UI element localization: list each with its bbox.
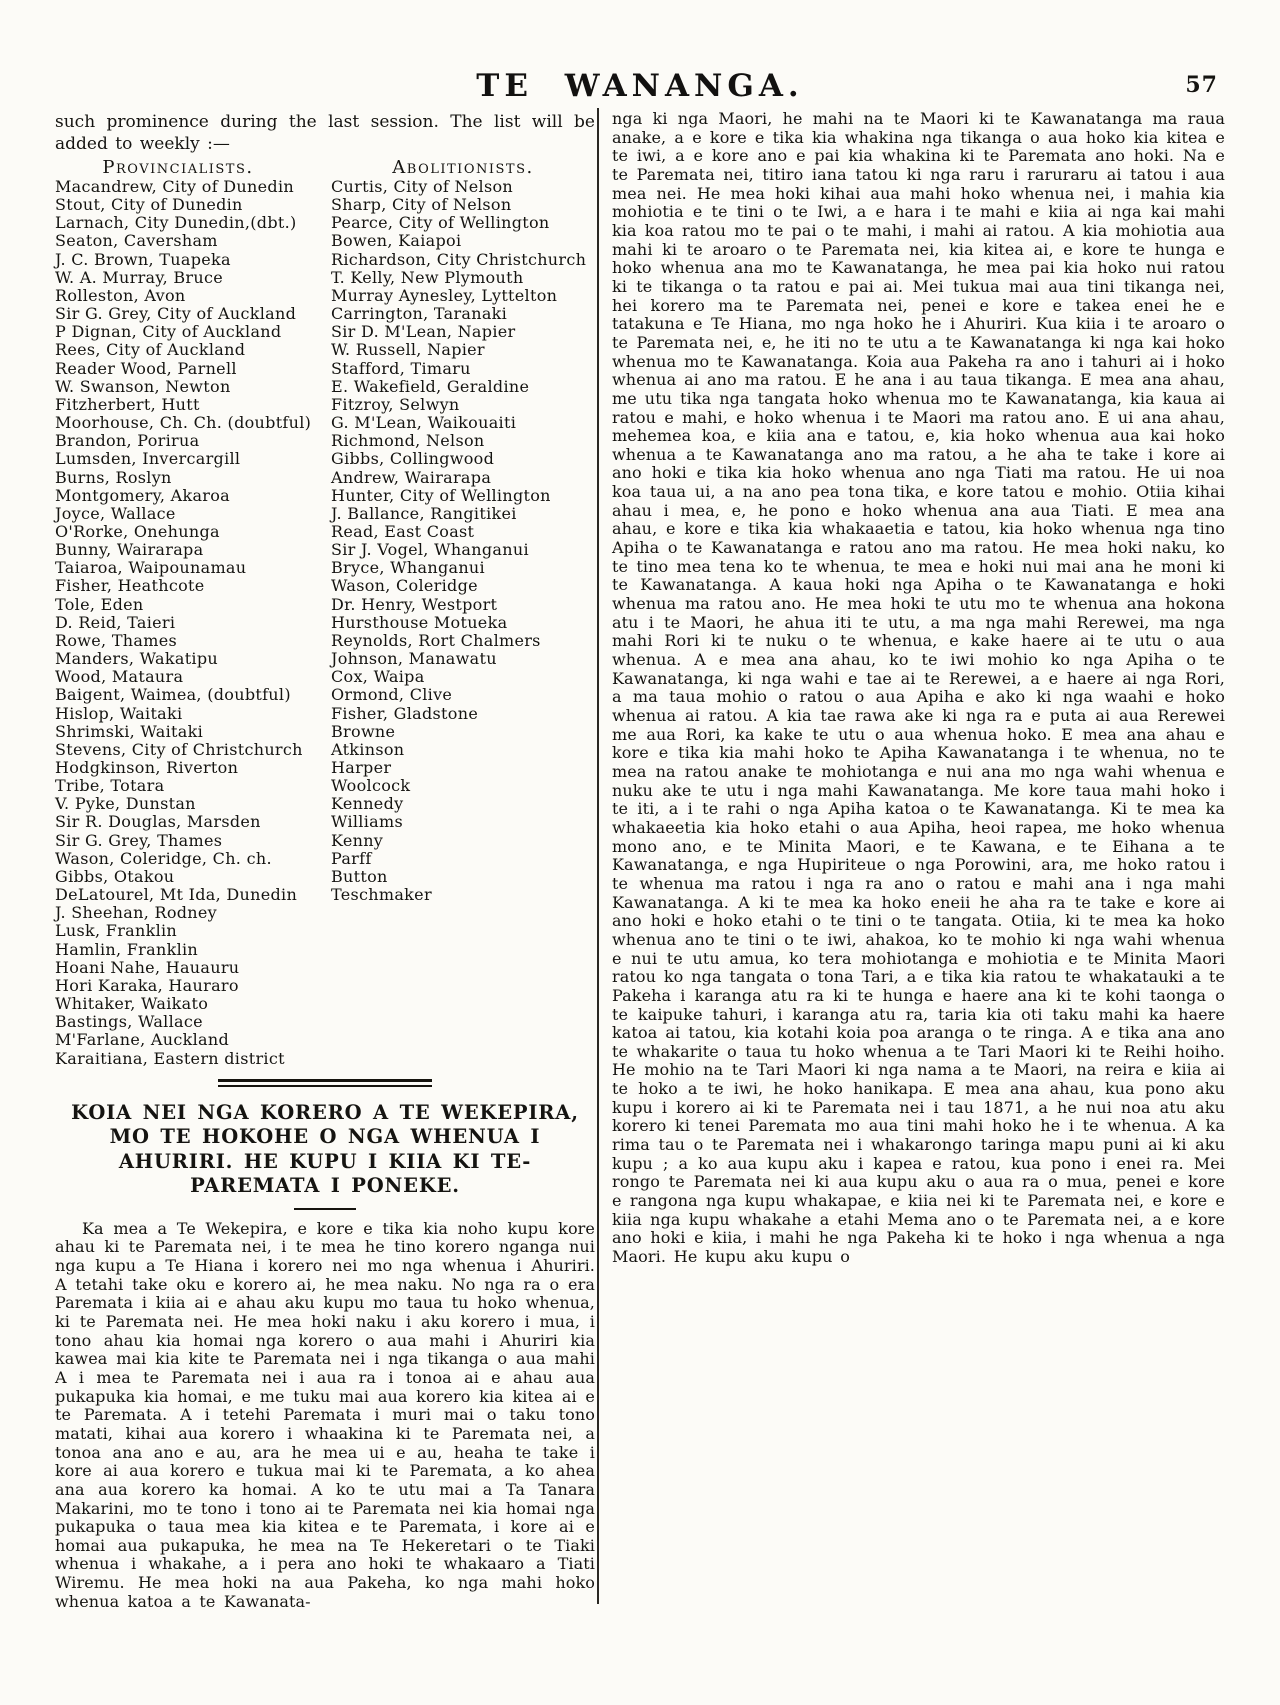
- list-item: Macandrew, City of Dunedin: [55, 177, 294, 196]
- page-number: 57: [1185, 72, 1218, 98]
- list-item: Rowe, Thames: [55, 630, 177, 650]
- list-item: Hunter, City of Wellington: [331, 485, 551, 505]
- article-body-left: Ka mea a Te Wekepira, e kore e tika kia noho kupu kore ahau ki te Paremata nei, i te mea he tino korero nganga nui nga kupu a Te Hiana i korero nei mo nga whenua i Ahuriri. A tetahi take oku e korero ai, he mea naku. No nga ra o era Paremata i kiia ai e ahau aku kupu mo taua tu hoko whenua, ki te Paremata nei. He mea hoki naku i aku korero i mua, i tono ahau kia homai nga korero o aua mahi i Ahuriri kia kawea mai kia kite te Paremata nei i nga tikanga o aua mahi A i mea te Paremata nei i aua ra i tonoa ai e ahau aua pukapuka kia homai, e me tuku mai aua korero kia kitea ai e te Paremata. A i tetehi Paremata i muri mai o taku tono matati, kihai aua korero i whaakina ki te Paremata nei, a tonoa ana ano e au, ara he mea ui e au, heaha te take i kore ai aua korero e tukua mai ki te Paremata, a ko ahea ana aua korero ka homai. A ko te utu mai a Ta Tanara Makarini, mo te tono i tono ai te Paremata nei kia homai nga pukapuka o taua mea kia kitea e te Paremata, i kore ai e homai aua pukapuka, he mea na Te Hekeretari o te Tiaki whenua i whakahe, a i pera ano hoki te whakaaro a Tiati Wiremu. He mea hoki na aua Pakeha, ko nga mahi hoko whenua katoa a te Kawanata-: [55, 1218, 595, 1611]
- heading-underline-rule: [294, 1208, 356, 1210]
- list-item: Bunny, Wairarapa: [55, 540, 204, 560]
- list-item: Bastings, Wallace: [55, 1012, 203, 1032]
- list-item: Dr. Henry, Westport: [331, 594, 498, 614]
- list-item: Taiaroa, Waipounamau: [55, 558, 247, 578]
- list-item: Carrington, Taranaki: [331, 304, 508, 324]
- list-item: O'Rorke, Onehunga: [55, 521, 220, 541]
- list-item: Whitaker, Waikato: [55, 994, 209, 1014]
- list-item: Wason, Coleridge: [331, 576, 478, 596]
- list-item: W. A. Murray, Bruce: [55, 267, 223, 287]
- list-item: Richmond, Nelson: [331, 431, 485, 451]
- list-item: Manders, Wakatipu: [55, 649, 218, 669]
- list-item: J. C. Brown, Tuapeka: [55, 249, 231, 269]
- list-item: Hamlin, Franklin: [55, 939, 199, 959]
- list-item: Gibbs, Collingwood: [331, 449, 495, 469]
- list-item: Tole, Eden: [55, 594, 144, 614]
- list-item: Joyce, Wallace: [55, 503, 176, 523]
- list-item: E. Wakefield, Geraldine: [331, 376, 530, 396]
- list-item: Brandon, Porirua: [55, 431, 200, 451]
- list-item: Williams: [331, 812, 403, 832]
- page-title: TE WANANGA.: [476, 68, 804, 104]
- list-item: Burns, Roslyn: [55, 467, 172, 487]
- list-item: Baigent, Waimea, (doubtful): [55, 685, 291, 705]
- list-item: Wason, Coleridge, Ch. ch.: [55, 848, 272, 868]
- list-item: Hursthouse Motueka: [331, 612, 508, 632]
- list-item: Hodgkinson, Riverton: [55, 758, 239, 777]
- list-item: Hori Karaka, Hauraro: [55, 975, 239, 995]
- list-item: W. Swanson, Newton: [55, 376, 231, 396]
- abolitionists-header: Abolitionists.: [392, 157, 534, 178]
- list-item: Hoani Nahe, Hauauru: [55, 957, 240, 977]
- list-item: Lusk, Franklin: [55, 921, 178, 941]
- provincialists-list: [55, 178, 331, 1068]
- list-item: Curtis, City of Nelson: [331, 177, 514, 196]
- list-item: Johnson, Manawatu: [331, 649, 497, 669]
- list-item: Sir G. Grey, Thames: [55, 830, 223, 850]
- list-item: Browne: [331, 721, 396, 741]
- list-item: T. Kelly, New Plymouth: [331, 267, 524, 287]
- list-item: Woolcock: [331, 776, 411, 796]
- list-item: G. M'Lean, Waikouaiti: [331, 413, 517, 433]
- list-item: D. Reid, Taieri: [55, 612, 176, 632]
- list-item: Bowen, Kaiapoi: [331, 231, 462, 251]
- list-item: Rees, City of Auckland: [55, 340, 246, 360]
- list-item: Cox, Waipa: [331, 667, 425, 687]
- list-item: Andrew, Wairarapa: [331, 467, 492, 487]
- list-item: Button: [331, 866, 388, 886]
- list-item: Fisher, Gladstone: [331, 703, 479, 723]
- list-item: Moorhouse, Ch. Ch. (doubtful): [55, 413, 312, 433]
- list-item: W. Russell, Napier: [331, 340, 485, 360]
- list-item: J. Sheehan, Rodney: [55, 903, 218, 923]
- article-body-right: nga ki nga Maori, he mahi na te Maori ki te Kawanatanga ma raua anake, a e kore e tika kia whakina nga tikanga o aua hoko kia kitea e te iwi, a e kore ano e pai kia whakina ki te Paremata ano hoki. Na e te Paremata nei, titiro iana tatou ki nga raru i raruraru ai tatou i aua mea nei. He mea hoki kihai aua mahi hoko whenua nei, i mahia kia mohiotia e te tini o te Iwi, a e hara i te mahi e kiia ai nga kai mahi kia koa ratou mo te pai o te mahi, i mahi ai ratou. A kia mohiotia aua mahi ki te aroaro o te Paremata nei, kia kitea ai, e kore te hunga e hoko whenua ana mo te Kawanatanga, he mea pai kia hoko nui ratou ki te tikanga o ta ratou e pai ai. Mei tukua mai aua tini tikanga nei, hei korero ma te Paremata nei, penei e kore e takea enei he e tatakuna e Te Hiana, mo nga hoko he i Ahuriri. Kua kiia i te aroaro o te Paremata nei, e, he iti no te utu a te Kawanatanga ki nga kai hoko whenua mo te Kawanatanga. Koia aua Pakeha ra ano i tahuri ai i hoko whenua ai ano ma ratou. E he ana i au taua tikanga. E mea ana ahau, me utu tika nga tangata hoko whenua mo te Kawanatanga, kia kaua ai ratou e mahi, e hoko whenua i te Maori ma ratou ano. E ui ana ahau, mehemea koa, e kiia ana e tatou, e, kia hoko whenua aua kai hoko whenua a te Kawanatanga ano ma ratou, a he aha te take i kore ai ano hoki e tika kia hoko whenua ano nga Tiati ma ratou. He ui noa koa taua ui, a na ano pea tona tika, e kore tatou e mohio. Otiia kihai ahau i mea, e, he pono e hoko whenua ana aua Tiati. E mea ana ahau, e kore e tika kia whakaaetia e tatou, kia hoko whenua nga tino Apiha o te Kawanatanga e ratou ano ma ratou. He mea hoki naku, ko te tino mea tena ko te whenua, te mea e hoki nui mai ana he moni ki te Kawanatanga. A kaua hoki nga Apiha o te Kawanatanga e hoki whenua ma ratou ano. He mea hoki te utu mo te whenua ana hokona atu i te Maori, he ahua iti te utu, a ma nga mahi Rerewei, ma nga mahi Rori ki te nuku o te whenua, e kake haere ai te utu o aua whenua. A e mea ana ahau, ko te iwi mohio ko nga Apiha o te Kawanatanga, ki nga wahi e tae ai te Rerewei, a e haere ai nga Rori, a ma taua mohio o ratou o aua Apiha e ako ki nga waahi e hoko whenua ai ratou. A kia tae rawa ake ki nga ra e puta ai aua Rerewei me aua Rori, ka kake te utu o aua whenua hoko. E mea ana ahau e kore e tika kia mahi hoko te Apiha Kawanatanga i te whenua, no te mea na ratou anake te mohiotanga e nui ana mo nga wahi whenua e nuku ake te utu i nga mahi Kawanatanga. Me kore taua mahi hoko i te iti, a i te rahi o nga Apiha katoa o te Kawanatanga. Ki te mea ka whakaeetia kia hoko etahi o aua Apiha, heoi rapea, me hoko whenua mono ano, e te Minita Maori, e te Kawana, e te Eihana a te Kawanatanga, e nga Hupiriteue o nga Porowini, ara, me hoko ratou i te whenua ma ratou i nga ra ano o ratou e mahi ana i nga mahi Kawanatanga. A ki te mea ka hoko eneii he aha ra te take e kore ai ano hoki e hoko etahi o te tini o te tangata. Otiia, ki te mea ka hoko whenua ano te tini o te iwi, ahakoa, ko te mohio ki nga wahi whenua e nui te utu amua, ko tera mohiotanga e mohiotia e te Minita Maori ratou ko nga tangata o tona Tari, a e tika kia ratou te whakatauki a te Pakeha i karanga atu ra ki te hunga e haere ana ki te kohi taonga o te kaipuke tahuri, i karanga atu ra, taria kia oti taku mahi ka haere katoa ai tatou, kia kotahi koia poa aranga o te ringa. A e tika ana ano te whakarite o taua tu hoko whenua a te Tari Maori ki te Reihi hoiho. He mohio na te Tari Maori ki nga nama a te Maori, na reira e kiia ai te hoko a te iwi, he hoko hanikapa. E mea ana ahau, kua pono aku kupu i korero ai ki te Paremata nei i tau 1871, a he nui noa atu aku korero ki tenei Paremata mo aua tini mahi hoko he i te whenua. A ka rima tau o te Paremata nei i whakarongo taringa mapu puni ai ki aku kupu ; a ko aua kupu aku i kapea e ratou, kua pono i enei ra. Mei rongo te Paremata nei ki aua kupu aku o aua ra o mua, penei e kore e rangona nga kupu whakapae, e kiia nei ki te Paremata nei, e kore e kiia nga kupu whakahe a etahi Mema ano o te Paremata nei, a e kore ano hoki e kiia, i mahi he nga Pakeha ki te hoko i nga whenua a nga Maori. He kupu aku kupu o: [612, 109, 1225, 1267]
- list-item: Atkinson: [331, 739, 405, 759]
- list-item: Sir R. Douglas, Marsden: [55, 812, 261, 832]
- list-item: Stevens, City of Christchurch: [55, 739, 303, 759]
- left-column: [55, 112, 595, 1611]
- list-item: Wood, Mataura: [55, 667, 184, 687]
- list-item: Sir J. Vogel, Whanganui: [331, 540, 529, 560]
- list-item: Shrimski, Waitaki: [55, 721, 203, 741]
- list-item: Bryce, Whanganui: [331, 558, 485, 578]
- list-item: Kenny: [331, 830, 384, 850]
- list-item: Fitzroy, Selwyn: [331, 394, 460, 414]
- list-item: Murray Aynesley, Lyttelton: [331, 285, 558, 305]
- intro-paragraph: such prominence during the last session. The list will be added to weekly :—: [55, 112, 595, 154]
- provincialists-column: [55, 158, 331, 1068]
- list-item: V. Pyke, Dunstan: [55, 794, 196, 814]
- list-item: Fisher, Heathcote: [55, 576, 205, 596]
- list-item: Lumsden, Invercargill: [55, 449, 241, 469]
- list-item: Reader Wood, Parnell: [55, 358, 237, 378]
- list-item: P Dignan, City of Auckland: [55, 322, 282, 342]
- list-item: Richardson, City Christchurch: [331, 249, 587, 269]
- list-item: Rolleston, Avon: [55, 285, 186, 305]
- list-item: J. Ballance, Rangitikei: [331, 503, 517, 523]
- list-item: Read, East Coast: [331, 521, 475, 541]
- list-item: Montgomery, Akaroa: [55, 485, 231, 505]
- column-divider-rule: [597, 108, 599, 1604]
- abolitionists-column: [331, 158, 595, 1068]
- list-item: M'Farlane, Auckland: [55, 1030, 230, 1050]
- abolitionists-list: [331, 178, 595, 904]
- list-item: Hislop, Waitaki: [55, 703, 183, 723]
- list-item: DeLatourel, Mt Ida, Dunedin: [55, 885, 298, 905]
- list-item: Ormond, Clive: [331, 685, 453, 705]
- provincialists-header: Provincialists.: [102, 157, 254, 178]
- list-item: Pearce, City of Wellington: [331, 213, 550, 233]
- article-heading: KOIA NEI NGA KORERO A TE WEKEPIRA, MO TE HOKOHE O NGA WHENUA I AHURIRI. HE KUPU I KIIA KI TE-PAREMATA I PONEKE.: [71, 1100, 579, 1198]
- list-item: Parff: [331, 848, 372, 868]
- list-item: Harper: [331, 758, 392, 777]
- list-item: Karaitiana, Eastern district: [55, 1048, 285, 1068]
- list-item: Teschmaker: [331, 885, 432, 905]
- section-double-rule: [218, 1079, 432, 1087]
- list-item: Seaton, Caversham: [55, 231, 218, 251]
- list-item: Larnach, City Dunedin,(dbt.): [55, 213, 297, 233]
- list-item: Sir D. M'Lean, Napier: [331, 322, 516, 342]
- list-item: Stafford, Timaru: [331, 358, 471, 378]
- member-name-lists: [55, 158, 595, 1068]
- right-column: [612, 110, 1225, 1267]
- list-item: Fitzherbert, Hutt: [55, 394, 200, 414]
- list-item: Sharp, City of Nelson: [331, 195, 512, 215]
- list-item: Kennedy: [331, 794, 404, 814]
- list-item: Reynolds, Rort Chalmers: [331, 630, 541, 650]
- list-item: Tribe, Totara: [55, 776, 165, 796]
- list-item: Stout, City of Dunedin: [55, 195, 243, 215]
- list-item: Gibbs, Otakou: [55, 866, 175, 886]
- list-item: Sir G. Grey, City of Auckland: [55, 304, 297, 324]
